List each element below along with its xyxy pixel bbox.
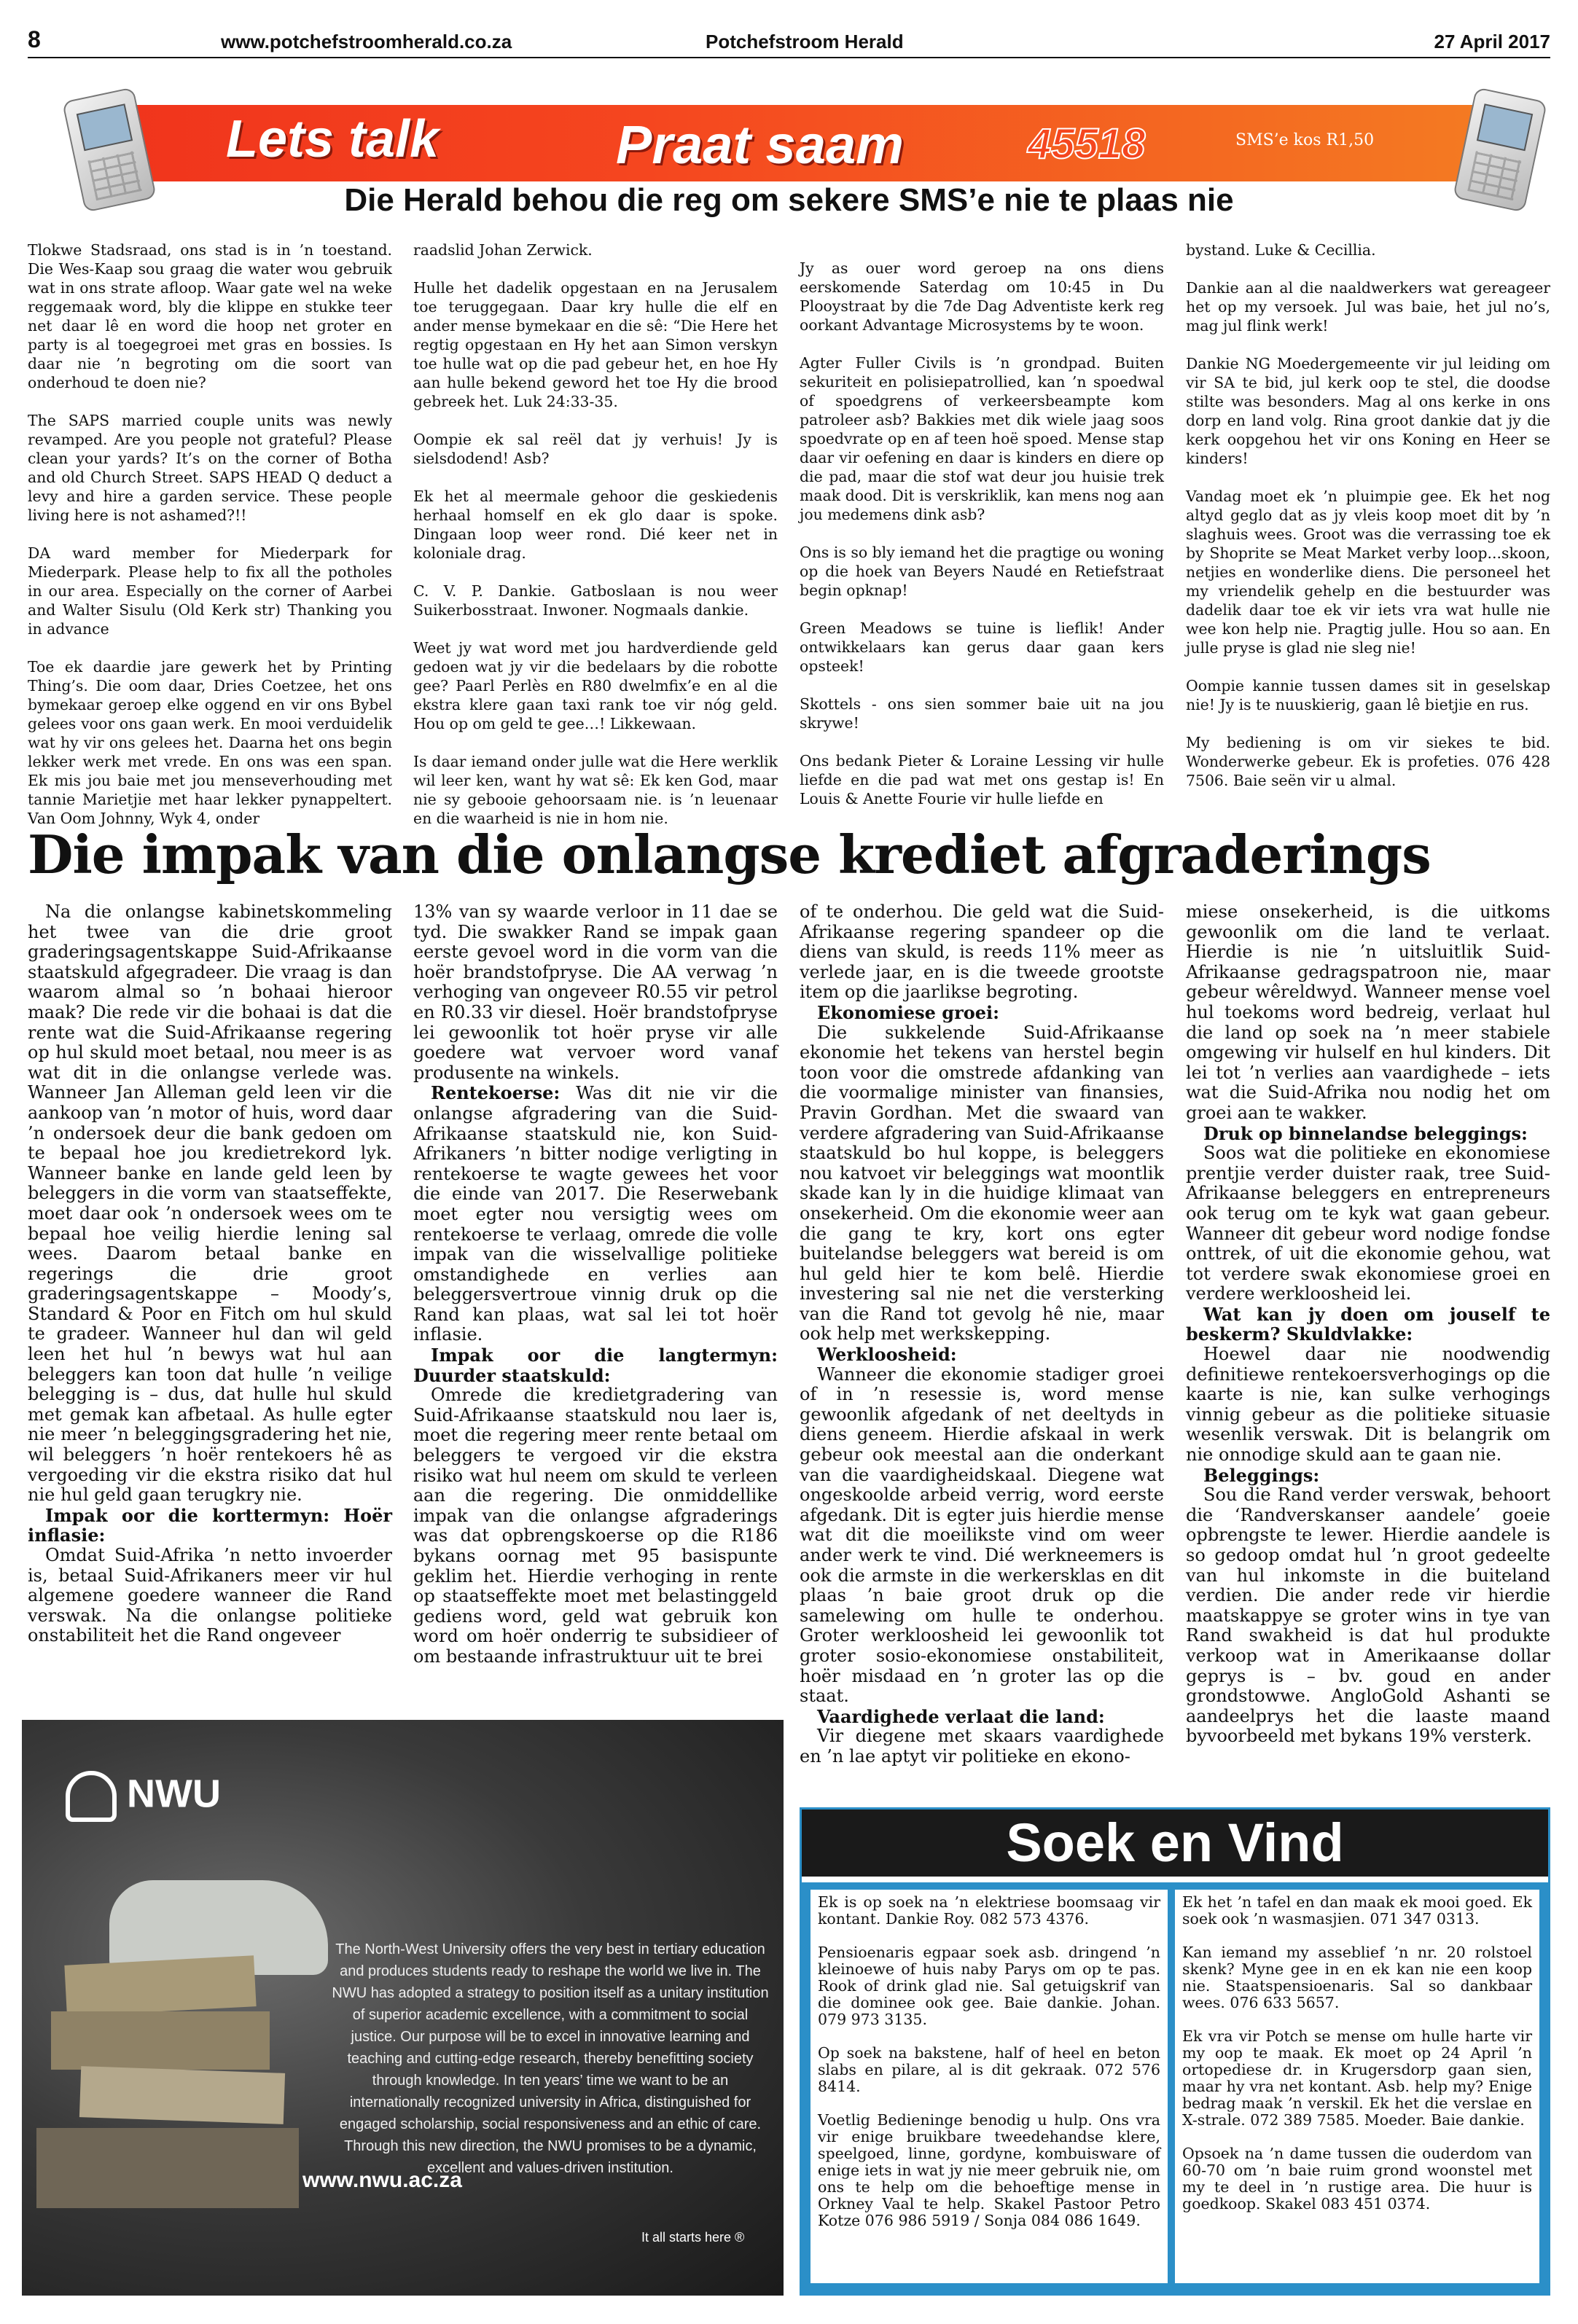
page-number: 8 (28, 26, 41, 52)
article-paragraph: Na die onlangse kabinetskommeling het twee van die drie groot graderingsagentskappe Suid-Afrikaanse staatskuld afgegradeer. Die vraag is dan waarom almal so ’n bohaai hieroor maak? Die rede vir die bohaai is dat die rente wat die Suid-Afrikaanse regering op hul skuld moet betaal, nou meer is as wat dit in die onlangse verlede was. Wanneer Jan Alleman geld leen vir die aankoop van ’n motor of huis, word daar ’n ondersoek deur die bank gedoen om te bepaal hoe jou kredietrekord lyk. Wanneer banke en lande geld leen by beleggers in die vorm van staatseffekte, moet daar ook ’n ondersoek wees om te bepaal hoe veilig hierdie lening sal wees. Daarom betaal banke en regerings die drie groot graderingsagentskappe – Moody’s, Standard & Poor en Fitch om hul skuld te gradeer. Wanneer hul dan wil geld leen het hul ’n bewys wat hul aan beleggers kan toon dat hulle ’n veilige belegging is – dus, dat hulle hul skuld met gemak kan afbetaal. As hulle egter nie meer ’n beleggingsgradering het nie, wil beleggers ’n hoër rentekoers hê as vergoeding vir die ekstra risiko dat hul nie hul geld gaan terugkry nie. (28, 901, 392, 1506)
classified-ad: Pensioenaris egpaar soek asb. dringend ’n kleinoewe of huis naby Parys om op te pas. Rook of drink glad nie. Sal getuigskrif van die dominee ook gee. Baie dankie. Johan. 079 973 3135. (818, 1944, 1160, 2028)
sms-letter: Toe ek daardie jare gewerk het by Printing Thing’s. Die oom daar, Dries Coetzee, het ons bymekaar geroep elke oggend en vir ons Bybel gelees voor ons gaan werk. En mooi verduidelik wat hy vir ons gelees het. Daarna het ons begin lekker werk met vrede. En ons was een span. Ek mis jou baie met jou menseverhouding met tannie Marietjie met haar lekker pynappeltert. Van Oom Johnny, Wyk 4, onder (28, 658, 392, 827)
classifieds-column-1 (811, 1890, 1168, 2283)
soek-en-vind-title: Soek en Vind (802, 1809, 1548, 1877)
sms-letter: Skottels - ons sien sommer baie uit na jou skrywe! (800, 695, 1164, 732)
classified-ad: Ek het ’n tafel en dan maak ek mooi goed. Ek soek ook ’n wasmasjien. 071 347 0313. (1182, 1893, 1532, 1928)
ad-tagline: It all starts here ® (641, 2230, 745, 2245)
ad-website-link[interactable]: www.nwu.ac.za (302, 2168, 462, 2192)
sms-banner (80, 105, 1494, 181)
article-paragraph: Omrede die kredietgradering van Suid-Afrikaanse staatskuld nou laer is, moet die regering meer rente betaal om beleggers te vergoed vir die ekstra risiko wat hul neem om skuld te verleen aan die regering. Die onmiddellike impak van die onlangse afgraderings was dat opbrengskoerse op die R186 bykans oornag met 95 basispunte geklim het. Hierdie verhoging in rente op staatseffekte moet met belastinggeld gediens word, geld wat gebruik kon word om hoër onderrig te subsidieer of om bestaande infrastruktuur uit te brei (413, 1385, 778, 1667)
article-paragraph: 13% van sy waarde verloor in 11 dae se tyd. Die swakker Rand se impak gaan eerste gevoel word in die vorm van die hoër brandstofpryse. Die AA verwag ’n verhoging van ongeveer R0.55 vir petrol en R0.33 vir diesel. Hoër brandstofpryse lei gewoonlik tot hoër pryse vir alle goedere wat vervoer word vanaf produsente na winkels. (413, 901, 778, 1083)
article-column-3 (800, 902, 1164, 1767)
book-image (51, 2011, 270, 2070)
sms-letter: Green Meadows se tuine is lieflik! Ander ontwikkelaars kan gerus daar gaan kers opsteek! (800, 619, 1164, 675)
sms-letter: Dankie NG Moedergemeente vir jul leiding om vir SA te bid, jul kerk oop te stel, die doodse stilte was besonders. Mag al ons kerke in ons dorp en land volg. Rina groot dankie dat jy die kerk oopgehou het vir ons Koning en Heer se kinders! (1186, 355, 1550, 467)
sms-letter: Ek het al meermale gehoor die geskiedenis herhaal homself en ek glo daar is spoke. Dingaan loop weer rond. Dié keer net in koloniale drag. (413, 488, 778, 562)
sms-letter: Ons is so bly iemand het die pragtige ou woning op die hoek van Beyers Naudé en Retiefstraat begin opknap! (800, 544, 1164, 599)
sms-letter: The SAPS married couple units was newly revamped. Are you people not grateful? Please clean your yards? It’s on the corner of Botha and old Church Street. SAPS HEAD Q deduct a levy and hire a garden service. These people living here is not ashamed?!! (28, 412, 392, 524)
article-subheading: Werkloosheid: (817, 1344, 957, 1366)
article-paragraph: Wanneer die ekonomie stadiger groei of in ’n resessie is, word mense gewoonlik afgedank of net deeltyds in diens geneem. Hierdie afskaal in werk gebeur ook meestal aan die onderkant van die vaardigheidskaal. Diegene wat ongeskoolde arbeid verrig, word eerste afgedank. Dit is egter juis hierdie mense wat dit die moeilikste vind om weer ander werk te vind. Dié werkneemers is ook die armste in die werkersklas en dit plaas ’n baie groot druk op die samelewing om hulle te onderhou. Groter werkloosheid lei gewoonlik tot groter sosio-ekonomiese onstabiliteit, hoër misdaad en ’n groter las op die staat. (800, 1364, 1164, 1707)
letters-column-3 (800, 259, 1164, 808)
article-subheading: Ekonomiese groei: (817, 1001, 999, 1023)
article-paragraph: of te onderhou. Die geld wat die Suid-Afrikaanse regering spandeer op die diens van skuld, is reeds 11% meer as verlede jaar, en is die tweede grootste item op die jaarlikse begroting. (800, 901, 1164, 1003)
classified-ad: Op soek na bakstene, half of heel en beton slabs en pilare, al is dit gekraak. 072 576 8414. (818, 2044, 1160, 2095)
newspaper-name: Potchefstroom Herald (706, 31, 904, 52)
sms-letter: My bediening is om vir siekes te bid. Wonderwerke gebeur. Ek is profeties. 076 428 7506. Baie seën vir u almal. (1186, 734, 1550, 789)
nwu-advertisement[interactable] (22, 1720, 784, 2296)
soek-en-vind-box (800, 1807, 1550, 2296)
sms-letter: Dankie aan al die naaldwerkers wat gereageer het op my versoek. Jul was baie, het jul no’s, mag jul flink werk! (1186, 279, 1550, 334)
praat-saam-title: Praat saam (616, 114, 904, 175)
sms-letter: bystand. Luke & Cecillia. (1186, 241, 1376, 259)
page-header (28, 22, 1550, 58)
sms-letter: Ons bedank Pieter & Loraine Lessing vir hulle liefde en die pad wat met ons gestap is! En Louis & Anette Fourie vir hulle liefde en (800, 752, 1164, 807)
article-paragraph: miese onsekerheid, is die uitkoms gewoonlik om die land te verlaat. Hierdie is nie ’n uitsluitlik Suid-Afrikaanse gedragspatroon nie, maar gebeur wêreldwyd. Wanneer mense voel hul toekoms word bedreig, verlaat hul die land op soek na ’n meer stabiele omgewing vir hulself en hul kinders. Dit lei tot ’n verlies aan vaardighede – iets wat die Suid-Afrika nou nodig het om groei aan te wakker. (1186, 901, 1550, 1123)
article-column-2 (413, 902, 778, 1667)
article-paragraph: Hoewel daar nie noodwendig definitiewe rentekoersverhogings op die kaarte is nie, kan sulke verhogings vinnig gebeur as die politieke situasie wesenlik verswak. Dit is belangrik om nie onnodige skuld aan te gaan nie. (1186, 1344, 1550, 1466)
classified-ad: Opsoek na ’n dame tussen die ouderdom van 60-70 om ’n baie ruim grond woonstel met my te deel in ’n rustige area. Die huur is goedkoop. Skakel 083 451 0374. (1182, 2145, 1532, 2213)
article-subheading: Wat kan jy doen om jouself te beskerm? Skuldvlakke: (1186, 1303, 1550, 1345)
sms-letter: DA ward member for Miederpark for Miederpark. Please help to fix all the potholes in our area. Especially on the corner of Aarbei and Walter Sisulu (Old Kerk str) Thanking you in advance (28, 544, 392, 638)
article-subheading: Vaardighede verlaat die land: (817, 1705, 1105, 1727)
classified-ad: Ek is op soek na ’n elektriese boomsaag vir kontant. Dankie Roy. 082 573 4376. (818, 1893, 1160, 1928)
article-subheading: Druk op binnelandse beleggings: (1203, 1122, 1528, 1144)
article-paragraph: Vir diegene met skaars vaardighede en ’n lae aptyt vir politieke en ekono- (800, 1726, 1164, 1767)
sms-letter: Agter Fuller Civils is ’n grondpad. Buiten sekuriteit en polisiepatrollied, kan ’n spoedwal of spoedgrens of verkeersbeampte kom patroleer asb? Bakkies met dik wiele jaag soos spoedvrate op en af teen hoë spoed. Mense stap daar vir oefening en daar is kinders en diere op die pad, maar die stof wat deur jou huisie trek maak dood. Dit is verskriklik, kan mens nog aan jou medemens dink asb? (800, 354, 1164, 523)
lets-talk-title: Lets talk (226, 110, 440, 168)
sms-disclaimer: Die Herald behou die reg om sekere SMS’e nie te plaas nie (344, 182, 1234, 218)
website-link[interactable]: www.potchefstroomherald.co.za (221, 31, 512, 52)
book-image (79, 2066, 285, 2124)
ad-body-text: The North-West University offers the very best in tertiary education and produces students ready to reshape the world we live in. The NWU has adopted a strategy to position itself as a unitary institution of superior academic excellence, with a commitment to social justice. Our purpose will be to excel in innovative learning and teaching and cutting-edge research, thereby benefitting society through knowledge. In ten years’ time we want to be an internationally recognized university in Africa, distinguished for engaged scholarship, social responsiveness and an ethic of care. Through this new direction, the NWU promises to be a dynamic, excellent and values-driven institution. (332, 1941, 769, 2176)
sms-letter: Tlokwe Stadsraad, ons stad is in ’n toestand. Die Wes-Kaap sou graag die water wou gebruik wat in ons strate afloop. Waar gate wel na weke reggemaak word, bly die klippe en stukke teer net daar lê en word die hoop net groter en party is al toegegroei met gras en bossies. Is daar nie ’n begroting om die soort van onderhoud te doen nie? (28, 241, 392, 391)
letters-column-2 (413, 240, 778, 828)
classifieds-panel (802, 1882, 1548, 2296)
article-column-1 (28, 902, 392, 1646)
article-paragraph: Sou die Rand verder verswak, behoort die ‘Randverskanser aandele’ goeie opbrengste te lewer. Hierdie aandele is so gedoop omdat hul ’n groot gedeelte van hul inkomste in die buiteland verdien. Die ander rede vir hierdie maatskappye se groter wins in tye van Rand swakheid is dat hul produkte verkoop wat in Amerikaanse dollar geprys is – bv. goud en ander grondstowwe. AngloGold Ashanti se aandeelprys het die laaste maand byvoorbeeld met bykans 19% versterk. (1186, 1484, 1550, 1747)
article-headline: Die impak van die onlangse krediet afgraderings (28, 823, 1431, 885)
article-subheading: Beleggings: (1203, 1464, 1320, 1486)
classified-ad: Kan iemand my asseblief ’n nr. 20 rolstoel skenk? Myne gee in en ek kan nie een koop nie. Staatspensioenaris. Sal so dankbaar wees. 076 633 5657. (1182, 1944, 1532, 2011)
article-subheading: Impak oor die korttermyn: Hoër inflasie: (28, 1504, 392, 1546)
sms-letter: C. V. P. Dankie. Gatboslaan is nou weer Suikerbosstraat. Inwoner. Nogmaals dankie. (413, 582, 778, 619)
sms-price: SMS’e kos R1,50 (1235, 131, 1375, 149)
sms-letter: Jy as ouer word geroep na ons diens eerskomende Saterdag om 10:45 in Du Plooystraat by die 7de Dag Adventiste kerk reg oorkant Advantage Microsystems by te woon. (800, 259, 1164, 334)
sms-letter: Oompie ek sal reël dat jy verhuis! Jy is sielsdodend! Asb? (413, 431, 778, 467)
article-paragraph: Rentekoerse: Was dit nie vir die onlangse afgradering van die Suid-Afrikaanse staatskuld nie, kon Suid-Afrikaners ’n bitter nodige verligting in rentekoerse te wagte gewees het voor die einde van 2017. Die Reserwebank moet egter nou versigtig wees om rentekoerse te verlaag, omrede die volle impak van die wisselvallige politieke omstandighede en verlies aan beleggersvertroue vinnig druk op die Rand kan plaas, wat sal lei tot hoër inflasie. (413, 1082, 778, 1345)
sms-letter: Vandag moet ek ’n pluimpie gee. Ek het nog altyd geglo dat as jy vleis koop moet dit by ’n slaghuis wees. Groot was die verrassing toe ek by Shoprite se Meat Market verby loop...skoon, netjies en wonderlike diens. Die personeel het my vriendelik gehelp en die bestuurder was dadelik daar toe ek vir iets vra wat hulle nie wee kon help nie. Pragtig julle. Hou so aan. En julle pryse is glad nie sleg nie! (1186, 488, 1550, 657)
sms-number: 45518 (1028, 120, 1146, 168)
sms-letter: Hulle het dadelik opgestaan en na Jerusalem toe teruggegaan. Daar kry hulle die elf en ander mense bymekaar en die sê: “Die Here het regtig opgestaan en Hy het aan Simon verskyn toe hulle wat op die pad gebeur het, en hoe Hy aan hulle bekend geword het toe Hy die brood gebreek het. Luk 24:33-35. (413, 279, 778, 410)
book-image (36, 2128, 299, 2208)
article-subheading: Impak oor die langtermyn: Duurder staatskuld: (413, 1345, 778, 1386)
letters-column-4 (1186, 240, 1550, 790)
article-paragraph: Omdat Suid-Afrika ’n netto invoerder is, betaal Suid-Afrikaners meer vir hul algemene goedere wanneer die Rand verswak. Na die onlangse politieke onstabiliteit het die Rand ongeveer (28, 1545, 392, 1646)
classified-ad: Voetlig Bedieninge benodig u hulp. Ons vra vir enige bruikbare tweedehandse klere, speelgoed, linne, gordyne, kombuisware of enige iets in wat jy nie meer gebruik nie, om ons te help om die behoeftige mense in Orkney Vaal te help. Skakel Pastoor Petro Kotze 076 986 5919 / Sonja 084 086 1649. (818, 2111, 1160, 2229)
classified-ad: Ek vra vir Potch se mense om hulle harte vir my oop te maak. Ek moet op 24 April ’n ortopediese dr. in Krugersdorp gaan sien, maar hy vra net kontant. Asb. help my? Enige bedrag maak ’n verskil. Ek het die verslae en X-strale. 072 389 7585. Moeder. Baie dankie. (1182, 2027, 1532, 2129)
classifieds-column-2 (1175, 1890, 1539, 2283)
article-paragraph: Die sukkelende Suid-Afrikaanse ekonomie het tekens van herstel begin toon voor die omstrede afdanking van die voormalige minister van finansies, Pravin Gordhan. Met die swaard van verdere afgradering van Suid-Afrikaanse staatskuld bo hul koppe, is beleggers nou katvoet vir beleggings wat moontlik skade kan ly in die huidige klimaat van onsekerheid. Om die ekonomie weer aan die gang te kry, kort ons egter buitelandse beleggers wat bereid is om hul geld hier te kom belê. Hierdie investering sal nie net die versterking van die Rand tot gevolg hê nie, maar ook help met werkskepping. (800, 1022, 1164, 1345)
sms-letter: Is daar iemand onder julle wat die Here werklik wil leer ken, want hy wat sê: Ek ken God, maar nie sy gebooie gehoorsaam nie. is ’n leuenaar en die waarheid is nie in hom nie. (413, 753, 778, 827)
article-paragraph: Soos wat die politieke en ekonomiese prentjie verder duister raak, tree Suid-Afrikaanse beleggers en entrepreneurs ook terug om te kyk wat gaan gebeur. Wanneer dit gebeur word nodige fondse onttrek, of uit die ekonomie gehou, wat tot verdere swak ekonomiese groei en verdere werkloosheid lei. (1186, 1143, 1550, 1304)
book-image (64, 1955, 256, 2016)
sms-letter: Weet jy wat word met jou hardverdiende geld gedoen wat jy vir die bedelaars by die robotte gee? Paarl Perlès en R80 dwelmfix’e en al die ekstra klere gaan taxi rank toe vir nóg geld. Hou op om geld te gee…! Likkewaan. (413, 639, 778, 732)
sms-letter: raadslid Johan Zerwick. (413, 241, 593, 259)
nwu-logo-icon (66, 1771, 117, 1822)
sms-letter: Oompie kannie tussen dames sit in geselskap nie! Jy is te nuuskierig, gaan lê bietjie en rus. (1186, 677, 1550, 713)
letters-column-1 (28, 240, 392, 828)
article-column-4 (1186, 902, 1550, 1747)
nwu-logo: NWU (66, 1771, 221, 1822)
issue-date: 27 April 2017 (1434, 31, 1550, 52)
